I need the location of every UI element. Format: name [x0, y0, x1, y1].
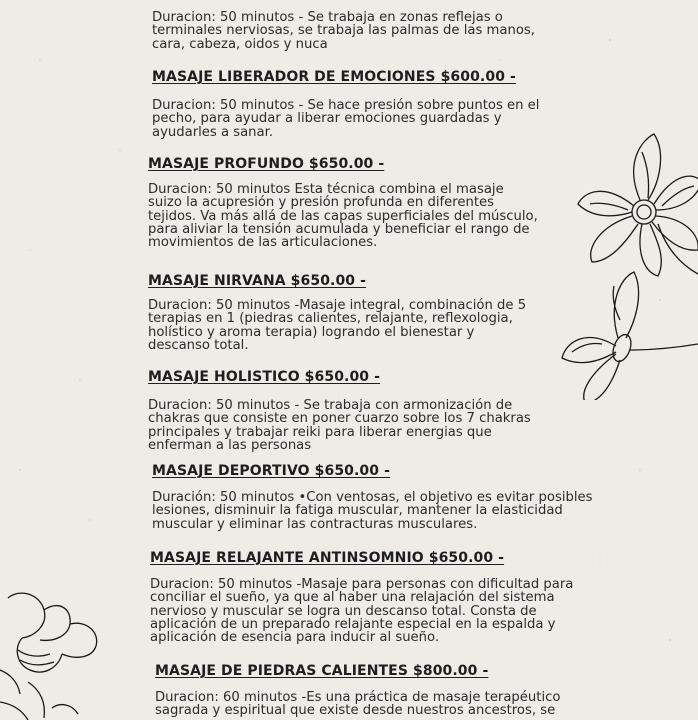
section-7-description: Duracion: 60 minutos -Es una práctica de masaje terapéutico sagrada y espiritual que existe desde nuestros ancestros, se: [155, 690, 561, 719]
section-4-description: Duracion: 50 minutos - Se trabaja con armonización de chakras que consiste en poner cuarzo sobre los 7 chakras principales y trabajar reiki para liberar energias que enferman a las personas: [148, 398, 531, 453]
section-3-description: Duracion: 50 minutos -Masaje integral, combinación de 5 terapias en 1 (piedras calientes, relajante, reflexologia, holístico y aroma terapia) logrando el bienestar y descanso total.: [148, 298, 527, 353]
bottom-left-flower-illustration: [0, 590, 110, 720]
section-5-description: Duración: 50 minutos •Con ventosas, el objetivo es evitar posibles lesiones, disminuir la fatiga muscular, mantener la elasticidad muscular y eliminar las contracturas musculares.: [152, 490, 593, 532]
cosmos-flower-illustration: [540, 128, 698, 400]
section-5-title: MASAJE DEPORTIVO $650.00 -: [152, 463, 391, 479]
section-1-description: Duracion: 50 minutos - Se hace presión sobre puntos en el pecho, para ayudar a liberar emociones guardadas y ayudarles a sanar.: [152, 98, 540, 140]
section-1-title: MASAJE LIBERADOR DE EMOCIONES $600.00 -: [152, 69, 516, 85]
section-3-title: MASAJE NIRVANA $650.00 -: [148, 273, 367, 289]
section-0-description: Duracion: 50 minutos - Se trabaja en zonas reflejas o terminales nerviosas, se trabaja las palmas de las manos, cara, cabeza, oidos y nuca: [152, 10, 535, 52]
section-2-title: MASAJE PROFUNDO $650.00 -: [148, 156, 385, 172]
section-4-title: MASAJE HOLISTICO $650.00 -: [148, 369, 381, 385]
section-6-title: MASAJE RELAJANTE ANTINSOMNIO $650.00 -: [150, 550, 505, 566]
section-7-title: MASAJE DE PIEDRAS CALIENTES $800.00 -: [155, 663, 489, 679]
section-2-description: Duracion: 50 minutos Esta técnica combina el masaje suizo la acupresión y presión profunda en diferentes tejidos. Va más allá de las capas superficiales del músculo, para aliviar la tensión acumulada y beneficiar el rango de movimientos de las articulaciones.: [148, 182, 538, 251]
section-6-description: Duracion: 50 minutos -Masaje para personas con dificultad para conciliar el sueño, ya que al haber una relajación del sistema nervioso y muscular se logra un descanso total. Consta de aplicación de un preparado relajante especial en la espalda y aplicación de esencia para inducir al sueño.: [150, 577, 574, 646]
